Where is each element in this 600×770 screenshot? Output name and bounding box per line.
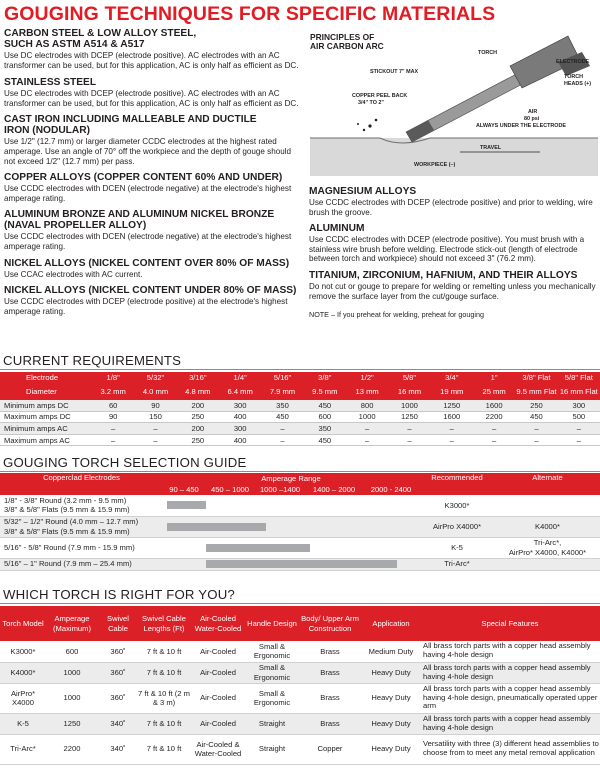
amperage-range-bar (167, 501, 206, 509)
section-heading: CARBON STEEL & LOW ALLOY STEEL, SUCH AS ASTM A514 & A517 (4, 28, 197, 50)
amps-row (0, 400, 600, 412)
electrode-size: 3/8" (304, 372, 346, 384)
wt-cell: Air-Cooled (190, 641, 246, 662)
amps-value: 200 (177, 400, 219, 412)
amps-row (0, 423, 600, 435)
section-heading: ALUMINUM BRONZE AND ALUMINUM NICKEL BRONZE (NAVAL PROPELLER ALLOY) (4, 209, 275, 232)
label-copper-peel-2: 3/4" TO 2" (358, 100, 384, 106)
gt-range-cell (163, 516, 419, 537)
electrode-label: Electrode (0, 372, 92, 384)
wt-cell: Brass (298, 713, 362, 734)
section-body: Use CCDC electrodes with DCEP (electrode positive). You must brush with a stainless wire brush before welding. Electrode stick-out (length of electrode between torch and workpiece) should not exceed 3" (76.2 mm). (309, 235, 585, 264)
section-body: Use CCDC electrodes with DCEP (electrode positive) at the electrode's highest amperage rating. (4, 297, 288, 316)
wt-cell: Brass (298, 641, 362, 662)
wt-row (0, 683, 600, 713)
gouging-torch-table (0, 473, 600, 571)
section-heading: NICKEL ALLOYS (NICKEL CONTENT UNDER 80% OF MASS) (4, 285, 297, 297)
section-nickel-under-80 (4, 285, 304, 316)
wt-column-header: Handle Design (246, 606, 298, 641)
section-heading: STAINLESS STEEL (4, 77, 97, 89)
gt-col-recommended: Recommended (419, 473, 495, 495)
diameter-value: 4.8 mm (177, 384, 219, 400)
electrode-size: 3/16" (177, 372, 219, 384)
amps-row (0, 434, 600, 446)
electrode-size: 1" (473, 372, 515, 384)
divider (0, 369, 600, 370)
electrode-size: 1/8" (92, 372, 134, 384)
gt-recommended: K-5 (419, 537, 495, 558)
gouging-torch-title: GOUGING TORCH SELECTION GUIDE (3, 455, 247, 470)
diameter-value: 9.5 mm (304, 384, 346, 400)
label-stickout: STICKOUT 7" MAX (370, 69, 419, 75)
diameter-value: 6.4 mm (219, 384, 261, 400)
diameter-value: 25 mm (473, 384, 515, 400)
amps-value: – (134, 434, 176, 446)
current-requirements-title: CURRENT REQUIREMENTS (3, 353, 182, 368)
label-always-under: ALWAYS UNDER THE ELECTRODE (476, 123, 566, 129)
amps-value: 400 (219, 434, 261, 446)
wt-cell: 1000 (46, 683, 98, 713)
section-titanium (309, 270, 597, 301)
section-heading: CAST IRON INCLUDING MALLEABLE AND DUCTILE IRON (NODULAR) (4, 114, 257, 137)
wt-row (0, 734, 600, 764)
section-heading: ALUMINUM (309, 223, 365, 235)
wt-cell: Air-Cooled (190, 713, 246, 734)
section-carbon-steel (4, 28, 304, 70)
wt-cell: Small & Ergonomic (246, 641, 298, 662)
section-heading: COPPER ALLOYS (COPPER CONTENT 60% AND UNDER) (4, 172, 283, 184)
section-copper-alloys (4, 172, 304, 203)
amps-value: – (515, 423, 557, 435)
amps-value: 2200 (473, 411, 515, 423)
gt-electrode-line: 1/8" - 3/8" Round (3.2 mm - 9.5 mm) (4, 495, 127, 505)
which-torch-table (0, 606, 600, 765)
gt-row (0, 537, 600, 558)
gt-electrode-line: 3/8" & 5/8" Flats (9.5 mm & 15.9 mm) (4, 526, 130, 536)
label-travel: TRAVEL (480, 145, 502, 151)
wt-cell: All brass torch parts with a copper head assembly having 4-hole design (420, 662, 600, 683)
amps-value: 200 (177, 423, 219, 435)
divider (0, 603, 600, 604)
wt-row (0, 713, 600, 734)
gt-col-alternate: Alternate (495, 473, 600, 495)
amperage-range-bar (206, 544, 310, 552)
gt-alternate: Tri-Arc*, (533, 538, 562, 548)
diameter-value: 16 mm (388, 384, 430, 400)
amps-value: – (558, 434, 600, 446)
amps-value: 350 (261, 400, 303, 412)
electrode-header-row (0, 372, 600, 384)
label-air: AIR (528, 109, 538, 115)
gt-row (0, 558, 600, 570)
wt-cell: 7 ft & 10 ft (2 m & 3 m) (138, 683, 190, 713)
wt-column-header: Special Features (420, 606, 600, 641)
amps-row-label: Minimum amps AC (0, 423, 92, 435)
gt-electrode-line: 5/16" - 5/8" Round (7.9 mm - 15.9 mm) (4, 542, 135, 552)
amps-value: 150 (134, 411, 176, 423)
wt-cell: Versatility with three (3) different head assemblies to choose from to meet any metal removal application (420, 734, 600, 764)
wt-cell: All brass torch parts with a copper head assembly having 4-hole design, pneumatically operated upper arm (420, 683, 600, 713)
air-carbon-arc-diagram (310, 30, 598, 176)
gt-recommended: Tri-Arc* (419, 558, 495, 570)
amps-value: – (92, 434, 134, 446)
label-torch-heads-1: TORCH (564, 74, 584, 80)
wt-cell: 340˚ (98, 713, 138, 734)
gt-electrode-cell (0, 516, 163, 537)
diameter-value: 7.9 mm (261, 384, 303, 400)
wt-row (0, 641, 600, 662)
wt-cell: 360˚ (98, 683, 138, 713)
amps-value: 300 (558, 400, 600, 412)
amps-value: 1000 (388, 400, 430, 412)
amps-value: 1600 (473, 400, 515, 412)
gt-alternate-cell (495, 537, 600, 558)
label-electrode: ELECTRODE (556, 59, 590, 65)
wt-cell: Air-Cooled & Water-Cooled (190, 734, 246, 764)
gt-electrode-line: 3/8" & 5/8" Flats (9.5 mm & 15.9 mm) (4, 505, 130, 515)
wt-cell: Air-Cooled (190, 683, 246, 713)
current-requirements-table (0, 372, 600, 446)
diameter-value: 3.2 mm (92, 384, 134, 400)
wt-cell: 7 ft & 10 ft (138, 641, 190, 662)
wt-cell: 600 (46, 641, 98, 662)
electrode-size: 3/4" (431, 372, 473, 384)
wt-torch-model: K3000* (0, 641, 46, 662)
workpiece-shape (310, 138, 598, 176)
divider (0, 471, 600, 472)
wt-cell: 1250 (46, 713, 98, 734)
wt-cell: Air-Cooled (190, 662, 246, 683)
amps-value: – (346, 423, 388, 435)
wt-cell: 7 ft & 10 ft (138, 713, 190, 734)
wt-header-row (0, 606, 600, 641)
wt-cell: 340˚ (98, 734, 138, 764)
wt-column-header: Torch Model (0, 606, 46, 641)
gt-row (0, 516, 600, 537)
label-torch: TORCH (478, 50, 498, 56)
amps-value: 450 (304, 400, 346, 412)
section-body: Use CCDC electrodes with DCEP (electrode positive) and prior to welding, wire brush the groove. (309, 198, 593, 217)
wt-row (0, 662, 600, 683)
wt-torch-model: AirPro* X4000 (0, 683, 46, 713)
wt-cell: Heavy Duty (362, 713, 420, 734)
section-body: Use CCDC electrodes with DCEN (electrode negative) at the electrode's highest amperage rating. (4, 232, 292, 251)
amps-value: – (261, 423, 303, 435)
label-torch-heads-2: HEADS (+) (564, 81, 592, 87)
diameter-header-row (0, 384, 600, 400)
wt-torch-model: K4000* (0, 662, 46, 683)
page-title: GOUGING TECHNIQUES FOR SPECIFIC MATERIALS (4, 3, 496, 25)
section-cast-iron (4, 114, 304, 166)
wt-cell: 360˚ (98, 641, 138, 662)
spark (357, 123, 359, 125)
wt-cell: Brass (298, 683, 362, 713)
spark (375, 119, 378, 122)
electrode-size: 1/2" (346, 372, 388, 384)
gt-recommended: AirPro X4000* (419, 516, 495, 537)
amps-value: – (388, 434, 430, 446)
gt-electrode-cell (0, 495, 163, 516)
gt-electrode-line: 5/16" – 1" Round (7.9 mm – 25.4 mm) (4, 559, 132, 569)
amps-row-label: Maximum amps AC (0, 434, 92, 446)
diameter-value: 16 mm Flat (558, 384, 600, 400)
amps-value: 250 (177, 411, 219, 423)
gt-electrode-cell (0, 558, 163, 570)
wt-cell: All brass torch parts with a copper head assembly having 4-hole design (420, 713, 600, 734)
section-heading: TITANIUM, ZIRCONIUM, HAFNIUM, AND THEIR ALLOYS (309, 269, 578, 281)
gt-row (0, 495, 600, 516)
wt-cell: Copper (298, 734, 362, 764)
amps-value: 300 (219, 423, 261, 435)
section-body: Use DC electrodes with DCEP (electrode positive). AC electrodes with an AC transformer can be used, but for this application, AC is only half as efficient as DC. (4, 51, 299, 70)
amps-row-label: Minimum amps DC (0, 400, 92, 412)
amps-value: – (473, 434, 515, 446)
electrode-size: 3/8" Flat (515, 372, 557, 384)
gt-range: 450 – 1000 (205, 484, 255, 495)
diameter-label: Diameter (0, 384, 92, 400)
wt-cell: Brass (298, 662, 362, 683)
amps-value: – (261, 434, 303, 446)
section-magnesium (309, 186, 597, 217)
materials-right-column (309, 186, 597, 319)
amps-value: 450 (261, 411, 303, 423)
wt-column-header: Swivel Cable (98, 606, 138, 641)
amps-value: – (388, 423, 430, 435)
gt-range: 1000 –1400 (255, 484, 305, 495)
gt-electrode-cell (0, 537, 163, 558)
wt-cell: Small & Ergonomic (246, 683, 298, 713)
gt-range: 90 – 450 (163, 484, 205, 495)
spark (363, 129, 365, 131)
amps-value: 800 (346, 400, 388, 412)
wt-cell: 1000 (46, 662, 98, 683)
diameter-value: 9.5 mm Flat (515, 384, 557, 400)
which-torch-title: WHICH TORCH IS RIGHT FOR YOU? (3, 587, 235, 602)
label-copper-peel-1: COPPER PEEL BACK (352, 93, 408, 99)
diameter-value: 19 mm (431, 384, 473, 400)
amps-value: – (558, 423, 600, 435)
amps-value: – (346, 434, 388, 446)
amps-value: – (92, 423, 134, 435)
label-workpiece: WORKPIECE (–) (414, 162, 456, 168)
wt-column-header: Application (362, 606, 420, 641)
amps-value: 300 (219, 400, 261, 412)
wt-column-header: Air-Cooled Water-Cooled (190, 606, 246, 641)
amps-value: 60 (92, 400, 134, 412)
diagram-title-2: AIR CARBON ARC (310, 41, 384, 51)
wt-cell: All brass torch parts with a copper head assembly having 4-hole design (420, 641, 600, 662)
wt-torch-model: K-5 (0, 713, 46, 734)
amps-value: 90 (134, 400, 176, 412)
section-stainless-steel (4, 77, 304, 108)
electrode-size: 5/16" (261, 372, 303, 384)
gt-header-row-1 (0, 473, 600, 484)
wt-column-header: Swivel Cable Lengths (Ft) (138, 606, 190, 641)
wt-cell: 7 ft & 10 ft (138, 662, 190, 683)
diagram-title-1: PRINCIPLES OF (310, 32, 375, 42)
gt-range-cell (163, 537, 419, 558)
wt-cell: Heavy Duty (362, 662, 420, 683)
amps-value: 500 (558, 411, 600, 423)
amps-value: 400 (219, 411, 261, 423)
amps-value: – (473, 423, 515, 435)
section-body: Use 1/2" (12.7 mm) or larger diameter CCDC electrodes at the highest rated amperage. Use an angle of 70° off the workpiece and the depth of gouge should not exceed 1/2" (12.7 mm) per pass. (4, 137, 292, 166)
wt-cell: Straight (246, 734, 298, 764)
gt-range-cell (163, 558, 419, 570)
diameter-value: 13 mm (346, 384, 388, 400)
gt-alternate: K4000* (535, 521, 560, 531)
diameter-value: 4.0 mm (134, 384, 176, 400)
amps-value: 1000 (346, 411, 388, 423)
wt-cell: Medium Duty (362, 641, 420, 662)
amps-value: 450 (304, 434, 346, 446)
amperage-range-bar (206, 560, 397, 568)
diagram-svg (310, 30, 598, 176)
gt-alternate-cell (495, 558, 600, 570)
spark (368, 124, 371, 127)
materials-left-column (4, 28, 304, 316)
wt-cell: 360˚ (98, 662, 138, 683)
amps-value: 450 (515, 411, 557, 423)
amps-value: 1600 (431, 411, 473, 423)
section-nickel-over-80 (4, 258, 304, 280)
amps-row-label: Maximum amps DC (0, 411, 92, 423)
wt-cell: Heavy Duty (362, 734, 420, 764)
wt-cell: 7 ft & 10 ft (138, 734, 190, 764)
amps-value: 350 (304, 423, 346, 435)
amps-value: – (515, 434, 557, 446)
label-psi: 80 psi (524, 116, 540, 122)
gt-col-electrodes: Copperclad Electrodes (0, 473, 163, 495)
gt-alternate-cell (495, 495, 600, 516)
section-body: Use DC electrodes with DCEP (electrode positive). AC electrodes with an AC transformer can be used, but for this application, AC is only half as efficient as DC. (4, 89, 299, 108)
wt-torch-model: Tri-Arc* (0, 734, 46, 764)
section-body: Use CCDC electrodes with DCEN (electrode negative) at the electrode's highest amperage rating. (4, 184, 292, 203)
amps-value: – (431, 423, 473, 435)
gt-electrode-line: 5/32" – 1/2" Round (4.0 mm – 12.7 mm) (4, 517, 139, 527)
electrode-size: 1/4" (219, 372, 261, 384)
section-heading: NICKEL ALLOYS (NICKEL CONTENT OVER 80% OF MASS) (4, 257, 290, 269)
electrode-size: 5/8" Flat (558, 372, 600, 384)
amps-value: 600 (304, 411, 346, 423)
gt-range: 2000 - 2400 (363, 484, 419, 495)
amperage-range-bar (167, 523, 266, 531)
section-body: Use CCAC electrodes with AC current. (4, 269, 143, 279)
amps-value: 90 (92, 411, 134, 423)
gt-recommended: K3000* (419, 495, 495, 516)
gt-alternate-cell (495, 516, 600, 537)
section-body: Do not cut or gouge to prepare for welding or remelting unless you mechanically remove the surface layer from the cut/gouge surface. (309, 281, 596, 301)
wt-cell: Heavy Duty (362, 683, 420, 713)
section-aluminum (309, 223, 597, 264)
section-aluminum-bronze (4, 209, 304, 251)
amps-value: 250 (515, 400, 557, 412)
gt-range-cell (163, 495, 419, 516)
gt-col-range: Amperage Range (163, 473, 419, 484)
amps-row (0, 411, 600, 423)
gt-range: 1400 – 2000 (305, 484, 363, 495)
gt-alternate: AirPro* X4000, K4000* (508, 547, 587, 557)
wt-cell: Straight (246, 713, 298, 734)
wt-cell: 2200 (46, 734, 98, 764)
amps-value: 250 (177, 434, 219, 446)
electrode-size: 5/32" (134, 372, 176, 384)
amps-value: 1250 (431, 400, 473, 412)
wt-column-header: Amperage (Maximum) (46, 606, 98, 641)
wt-cell: Small & Ergonomic (246, 662, 298, 683)
amps-value: – (431, 434, 473, 446)
wt-column-header: Body/ Upper Arm Construction (298, 606, 362, 641)
amps-value: 1250 (388, 411, 430, 423)
section-heading: MAGNESIUM ALLOYS (309, 186, 417, 197)
preheat-note: NOTE – If you preheat for welding, preheat for gouging (309, 310, 484, 320)
amps-value: – (134, 423, 176, 435)
electrode-size: 5/8" (388, 372, 430, 384)
